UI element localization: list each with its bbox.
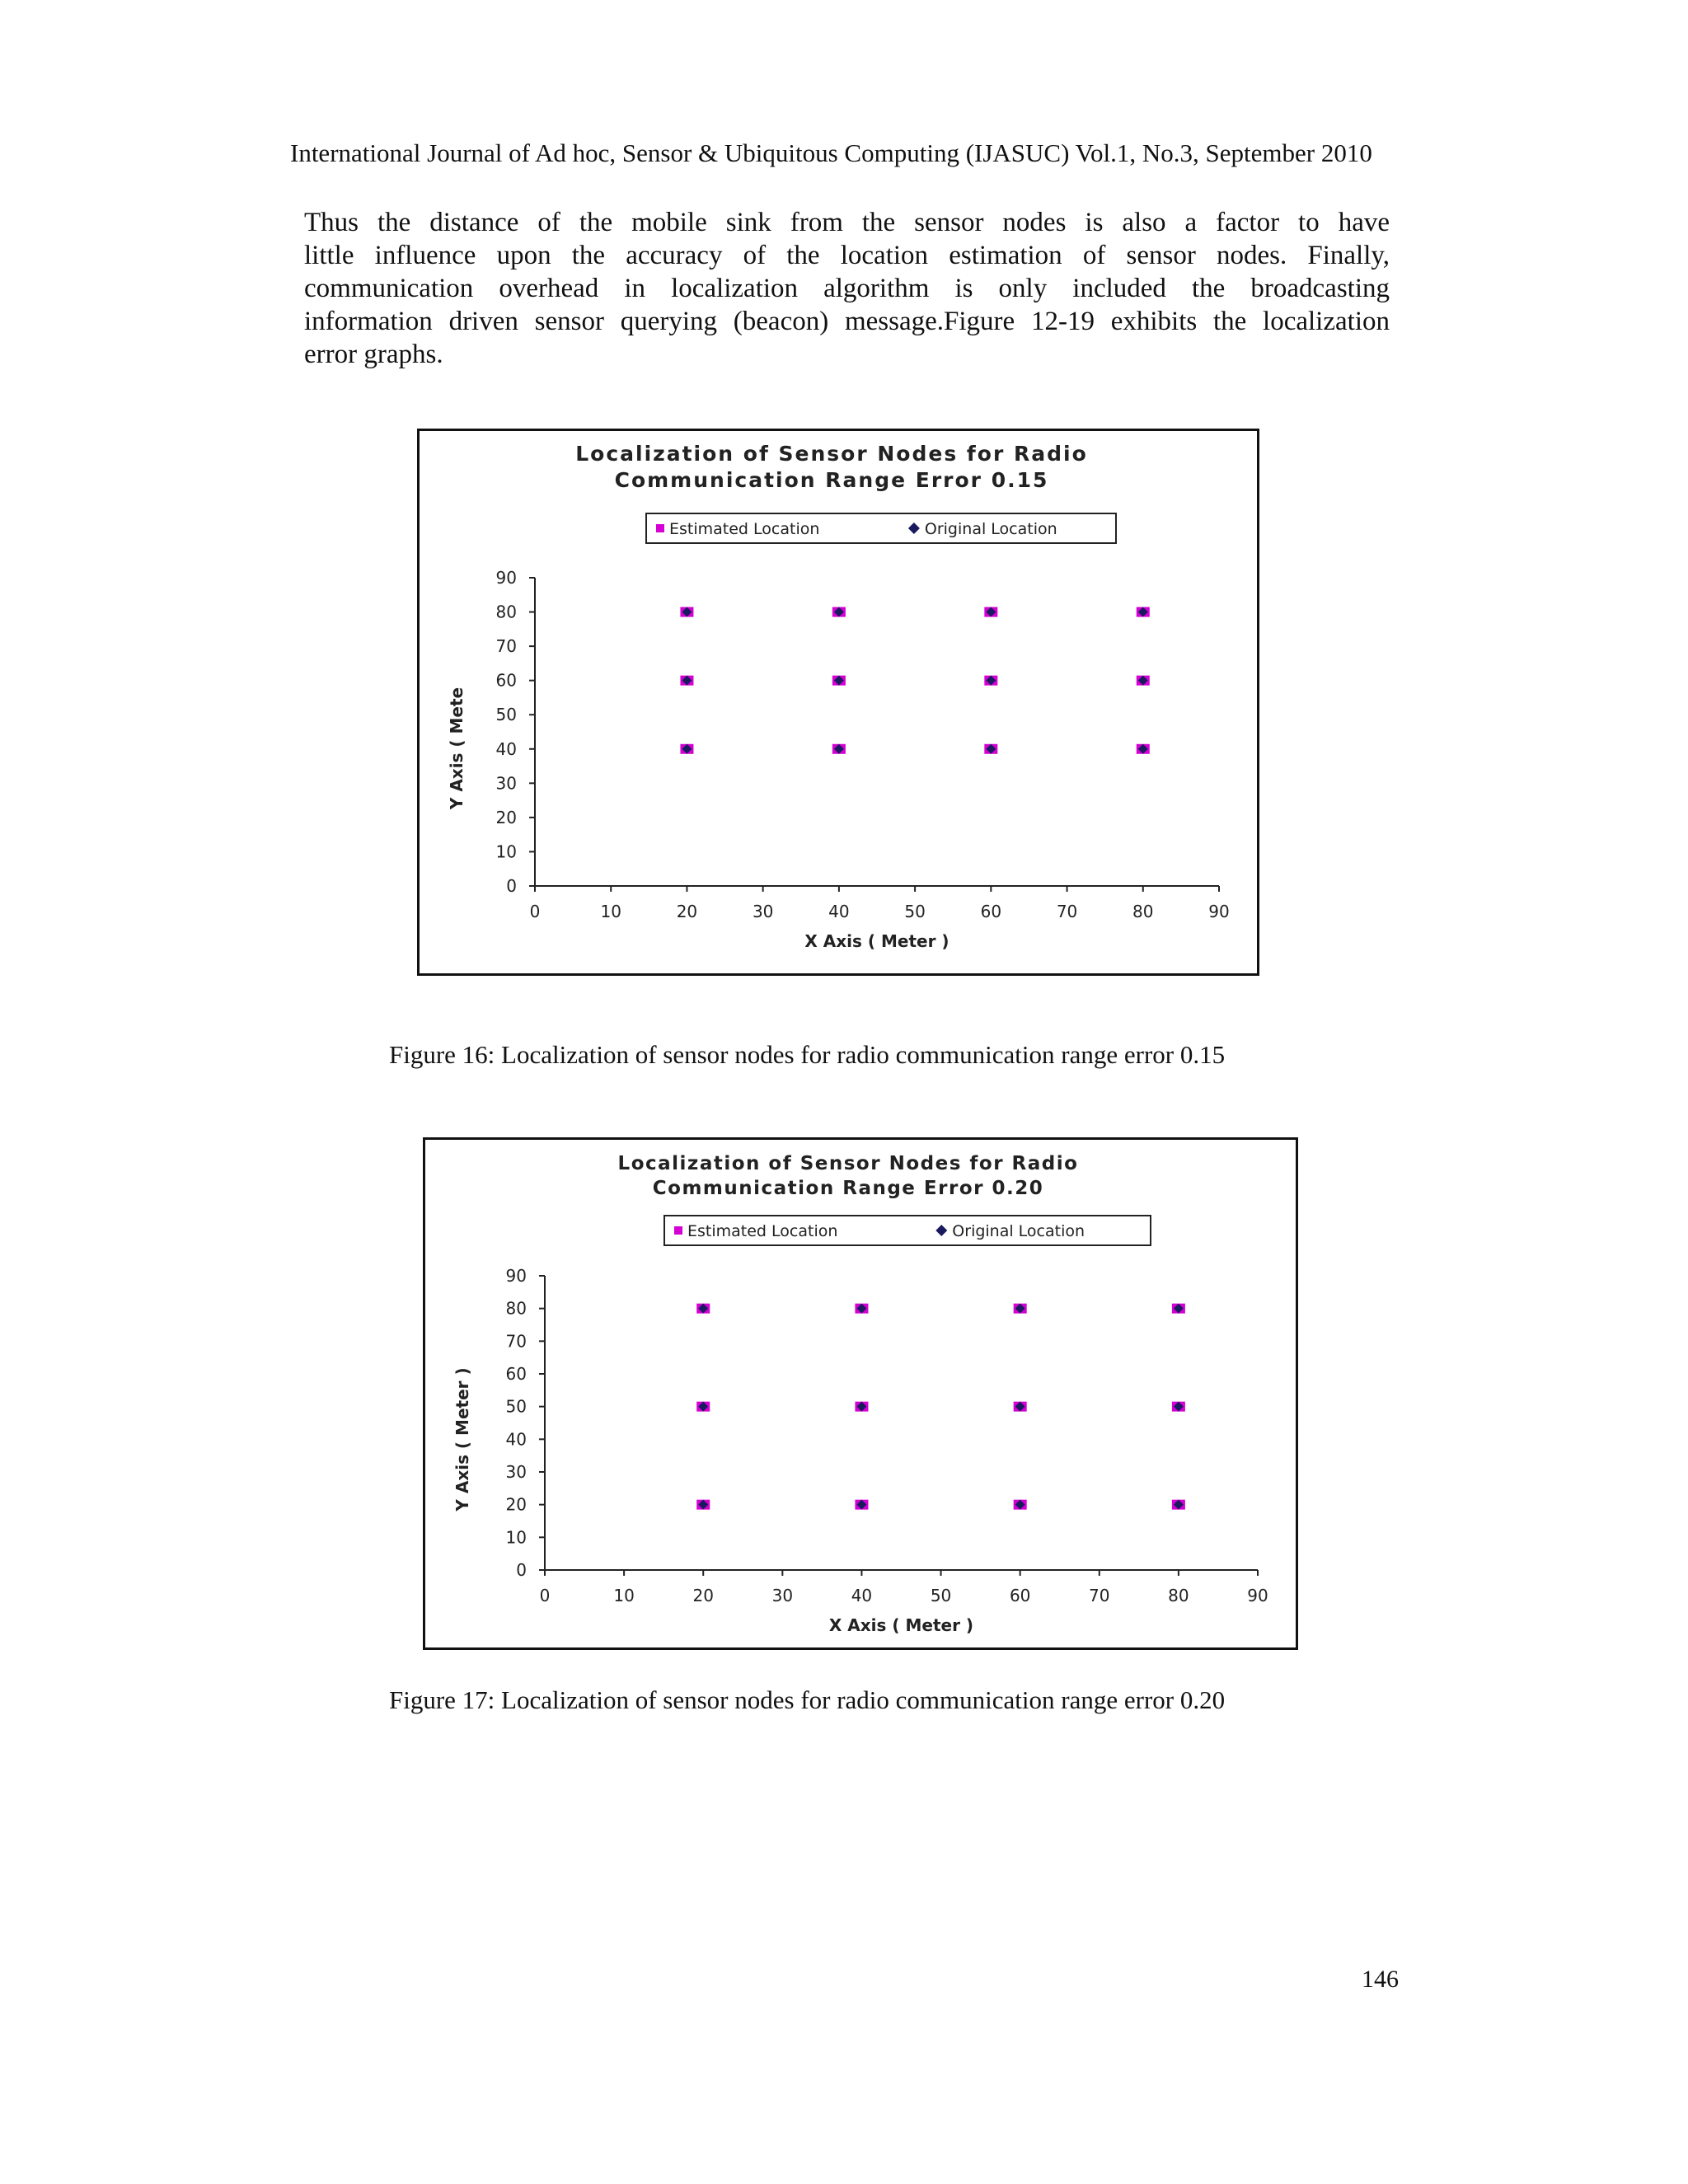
legend-estimated-swatch (656, 524, 664, 532)
legend-estimated-label: Estimated Location (687, 1222, 838, 1240)
body-paragraph (304, 206, 1390, 371)
paragraph-line: Thus the distance of the mobile sink from the sensor nodes is also a factor to have (304, 208, 1390, 237)
paragraph-line: little influence upon the accuracy of the location estimation of sensor nodes. Finally, (304, 241, 1390, 270)
y-tick-label: 80 (495, 602, 517, 622)
y-tick-label: 90 (505, 1266, 527, 1286)
x-tick-label: 80 (1168, 1586, 1189, 1605)
x-tick-label: 0 (539, 1586, 551, 1605)
y-tick-label: 20 (505, 1494, 527, 1515)
y-tick-label: 0 (516, 1560, 527, 1580)
legend-original-label: Original Location (924, 520, 1057, 538)
y-tick-label: 40 (505, 1429, 527, 1450)
x-tick-label: 60 (1009, 1586, 1031, 1605)
x-tick-label: 40 (851, 1586, 873, 1605)
y-tick-label: 20 (495, 807, 517, 827)
figure-17-chart (423, 1137, 1298, 1650)
x-tick-label: 20 (676, 902, 698, 921)
x-tick-label: 90 (1208, 902, 1230, 921)
y-tick-label: 0 (506, 876, 517, 896)
y-axis-label: Y Axis ( Meter ) (452, 1367, 472, 1511)
y-tick-label: 40 (495, 738, 517, 759)
y-tick-label: 70 (495, 636, 517, 657)
y-tick-label: 30 (495, 773, 517, 794)
y-tick-label: 10 (495, 841, 517, 862)
y-tick-label: 90 (495, 568, 517, 588)
page-number: 146 (1362, 1966, 1399, 1993)
x-tick-label: 50 (930, 1586, 952, 1605)
figure-17-caption: Figure 17: Localization of sensor nodes for radio communication range error 0.20 (389, 1685, 1226, 1714)
x-tick-label: 30 (771, 1586, 794, 1605)
x-tick-label: 30 (752, 902, 774, 921)
chart-svg (420, 431, 1257, 973)
legend-original-label: Original Location (952, 1222, 1085, 1240)
paragraph-line: communication overhead in localization algorithm is only included the broadcasting (304, 274, 1390, 303)
legend-estimated-label: Estimated Location (669, 520, 820, 538)
x-tick-label: 70 (1056, 902, 1078, 921)
x-tick-label: 70 (1089, 1586, 1110, 1605)
y-tick-label: 60 (495, 670, 517, 691)
legend-estimated-swatch (674, 1226, 682, 1235)
y-tick-label: 60 (505, 1364, 527, 1384)
x-tick-label: 10 (600, 902, 621, 921)
x-tick-label: 50 (904, 902, 926, 921)
x-tick-label: 90 (1247, 1586, 1268, 1605)
chart-title: Communication Range Error 0.20 (652, 1178, 1044, 1199)
chart-title: Localization of Sensor Nodes for Radio (575, 442, 1088, 466)
chart-title: Communication Range Error 0.15 (614, 468, 1049, 492)
paragraph-line: error graphs. (304, 340, 443, 369)
y-tick-label: 50 (505, 1396, 527, 1417)
paragraph-line: information driven sensor querying (beacon) message.Figure 12-19 exhibits the localization (304, 307, 1390, 336)
figure-16-caption: Figure 16: Localization of sensor nodes for radio communication range error 0.15 (389, 1040, 1226, 1069)
x-tick-label: 20 (692, 1586, 714, 1605)
running-header: International Journal of Ad hoc, Sensor & Ubiquitous Computing (IJASUC) Vol.1, No.3, September 2010 (290, 138, 1372, 167)
x-tick-label: 40 (828, 902, 850, 921)
y-tick-label: 80 (505, 1298, 527, 1319)
chart-title: Localization of Sensor Nodes for Radio (617, 1153, 1079, 1174)
x-tick-label: 60 (980, 902, 1002, 921)
chart-svg (425, 1140, 1296, 1647)
x-axis-label: X Axis ( Meter ) (804, 931, 950, 951)
y-tick-label: 10 (505, 1527, 527, 1548)
y-tick-label: 30 (505, 1462, 527, 1482)
y-axis-label: Y Axis ( Mete (447, 687, 467, 810)
figure-16-chart (417, 429, 1259, 976)
x-tick-label: 80 (1132, 902, 1154, 921)
y-tick-label: 50 (495, 705, 517, 725)
y-tick-label: 70 (505, 1331, 527, 1352)
x-tick-label: 10 (613, 1586, 635, 1605)
x-tick-label: 0 (529, 902, 541, 921)
x-axis-label: X Axis ( Meter ) (828, 1615, 974, 1635)
